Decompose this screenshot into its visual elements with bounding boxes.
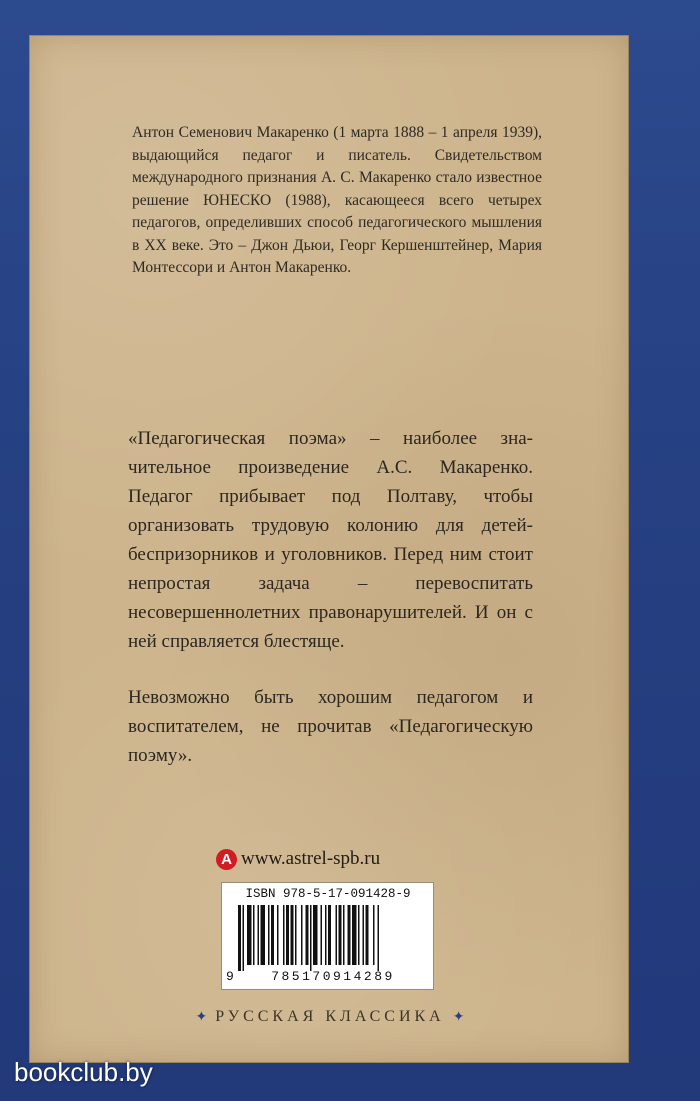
barcode-bar [253,905,255,965]
barcode-bar [238,905,241,971]
barcode-bar [313,905,318,965]
isbn-label: ISBN 978-5-17-091428-9 [245,887,411,901]
barcode-bar [306,905,309,965]
barcode-bar [261,905,266,965]
publisher-logo-icon: A [216,849,237,870]
star-left-icon: ✦ [195,1010,208,1025]
site-watermark: bookclub.by [14,1057,153,1087]
barcode-bar [358,905,360,965]
barcode-bar [283,905,285,965]
barcode-bar [363,905,365,965]
publisher-website [216,848,380,870]
series-title [130,1008,530,1026]
ean-first-digit: 9 [226,969,234,984]
barcode-bar [366,905,369,965]
barcode-bar [328,905,331,965]
barcode-bar [310,905,312,971]
barcode-bar [243,905,245,971]
barcode-bar [339,905,342,965]
barcode-bar [295,905,297,965]
barcode-bars-icon [238,905,420,971]
barcode-bar [325,905,327,965]
barcode-bar [291,905,294,965]
barcode-bar [352,905,357,965]
barcode-bar [373,905,375,965]
author-bio: Антон Семенович Макаренко (1 марта 1888 – 1 апреля 1939), выдающийся педагог и писатель. Свидетельством международного признания А. С. Макаренко стало известное решение ЮНЕСКО (1988), касающееся всего четырех педагогов, определивших способ педагогического мышления в XX веке. Это – Джон Дьюи, Георг Кершенштейнер, Мария Монтессори и Антон Макаренко. [132,124,542,276]
barcode-bar [301,905,303,965]
barcode-bar [321,905,323,965]
description-paragraph-2: Невозможно быть хорошим педагогом и воспитателем, не прочитав «Педагогическую поэму». [128,687,533,766]
barcode-bar [268,905,270,965]
series-name: РУССКАЯ КЛАССИКА [215,1008,445,1025]
description-paragraph-1: «Педагогическая поэма» – наиболее значительное произведение А.С. Макаренко. Педагог прибывает под Полтаву, чтобы организовать трудовую колонию для детей-беспризорников и уголовников. Перед ним стоит непростая задача – перевоспитать несовершеннолетних правонарушителей. И он с ней справляется блестяще. [128,428,533,652]
barcode-bar [343,905,345,965]
isbn-barcode [221,882,434,990]
book-description [128,424,533,770]
barcode-bar [271,905,274,965]
barcode-bar [258,905,260,965]
barcode-bar [378,905,380,971]
publisher-url: www.astrel-spb.ru [241,848,381,869]
barcode-bar [286,905,289,965]
ean-digits: 785170914289 [271,969,395,984]
barcode-bar [336,905,338,965]
barcode-bar [247,905,252,965]
barcode-bar [277,905,279,965]
star-right-icon: ✦ [452,1010,465,1025]
barcode-bar [348,905,351,965]
